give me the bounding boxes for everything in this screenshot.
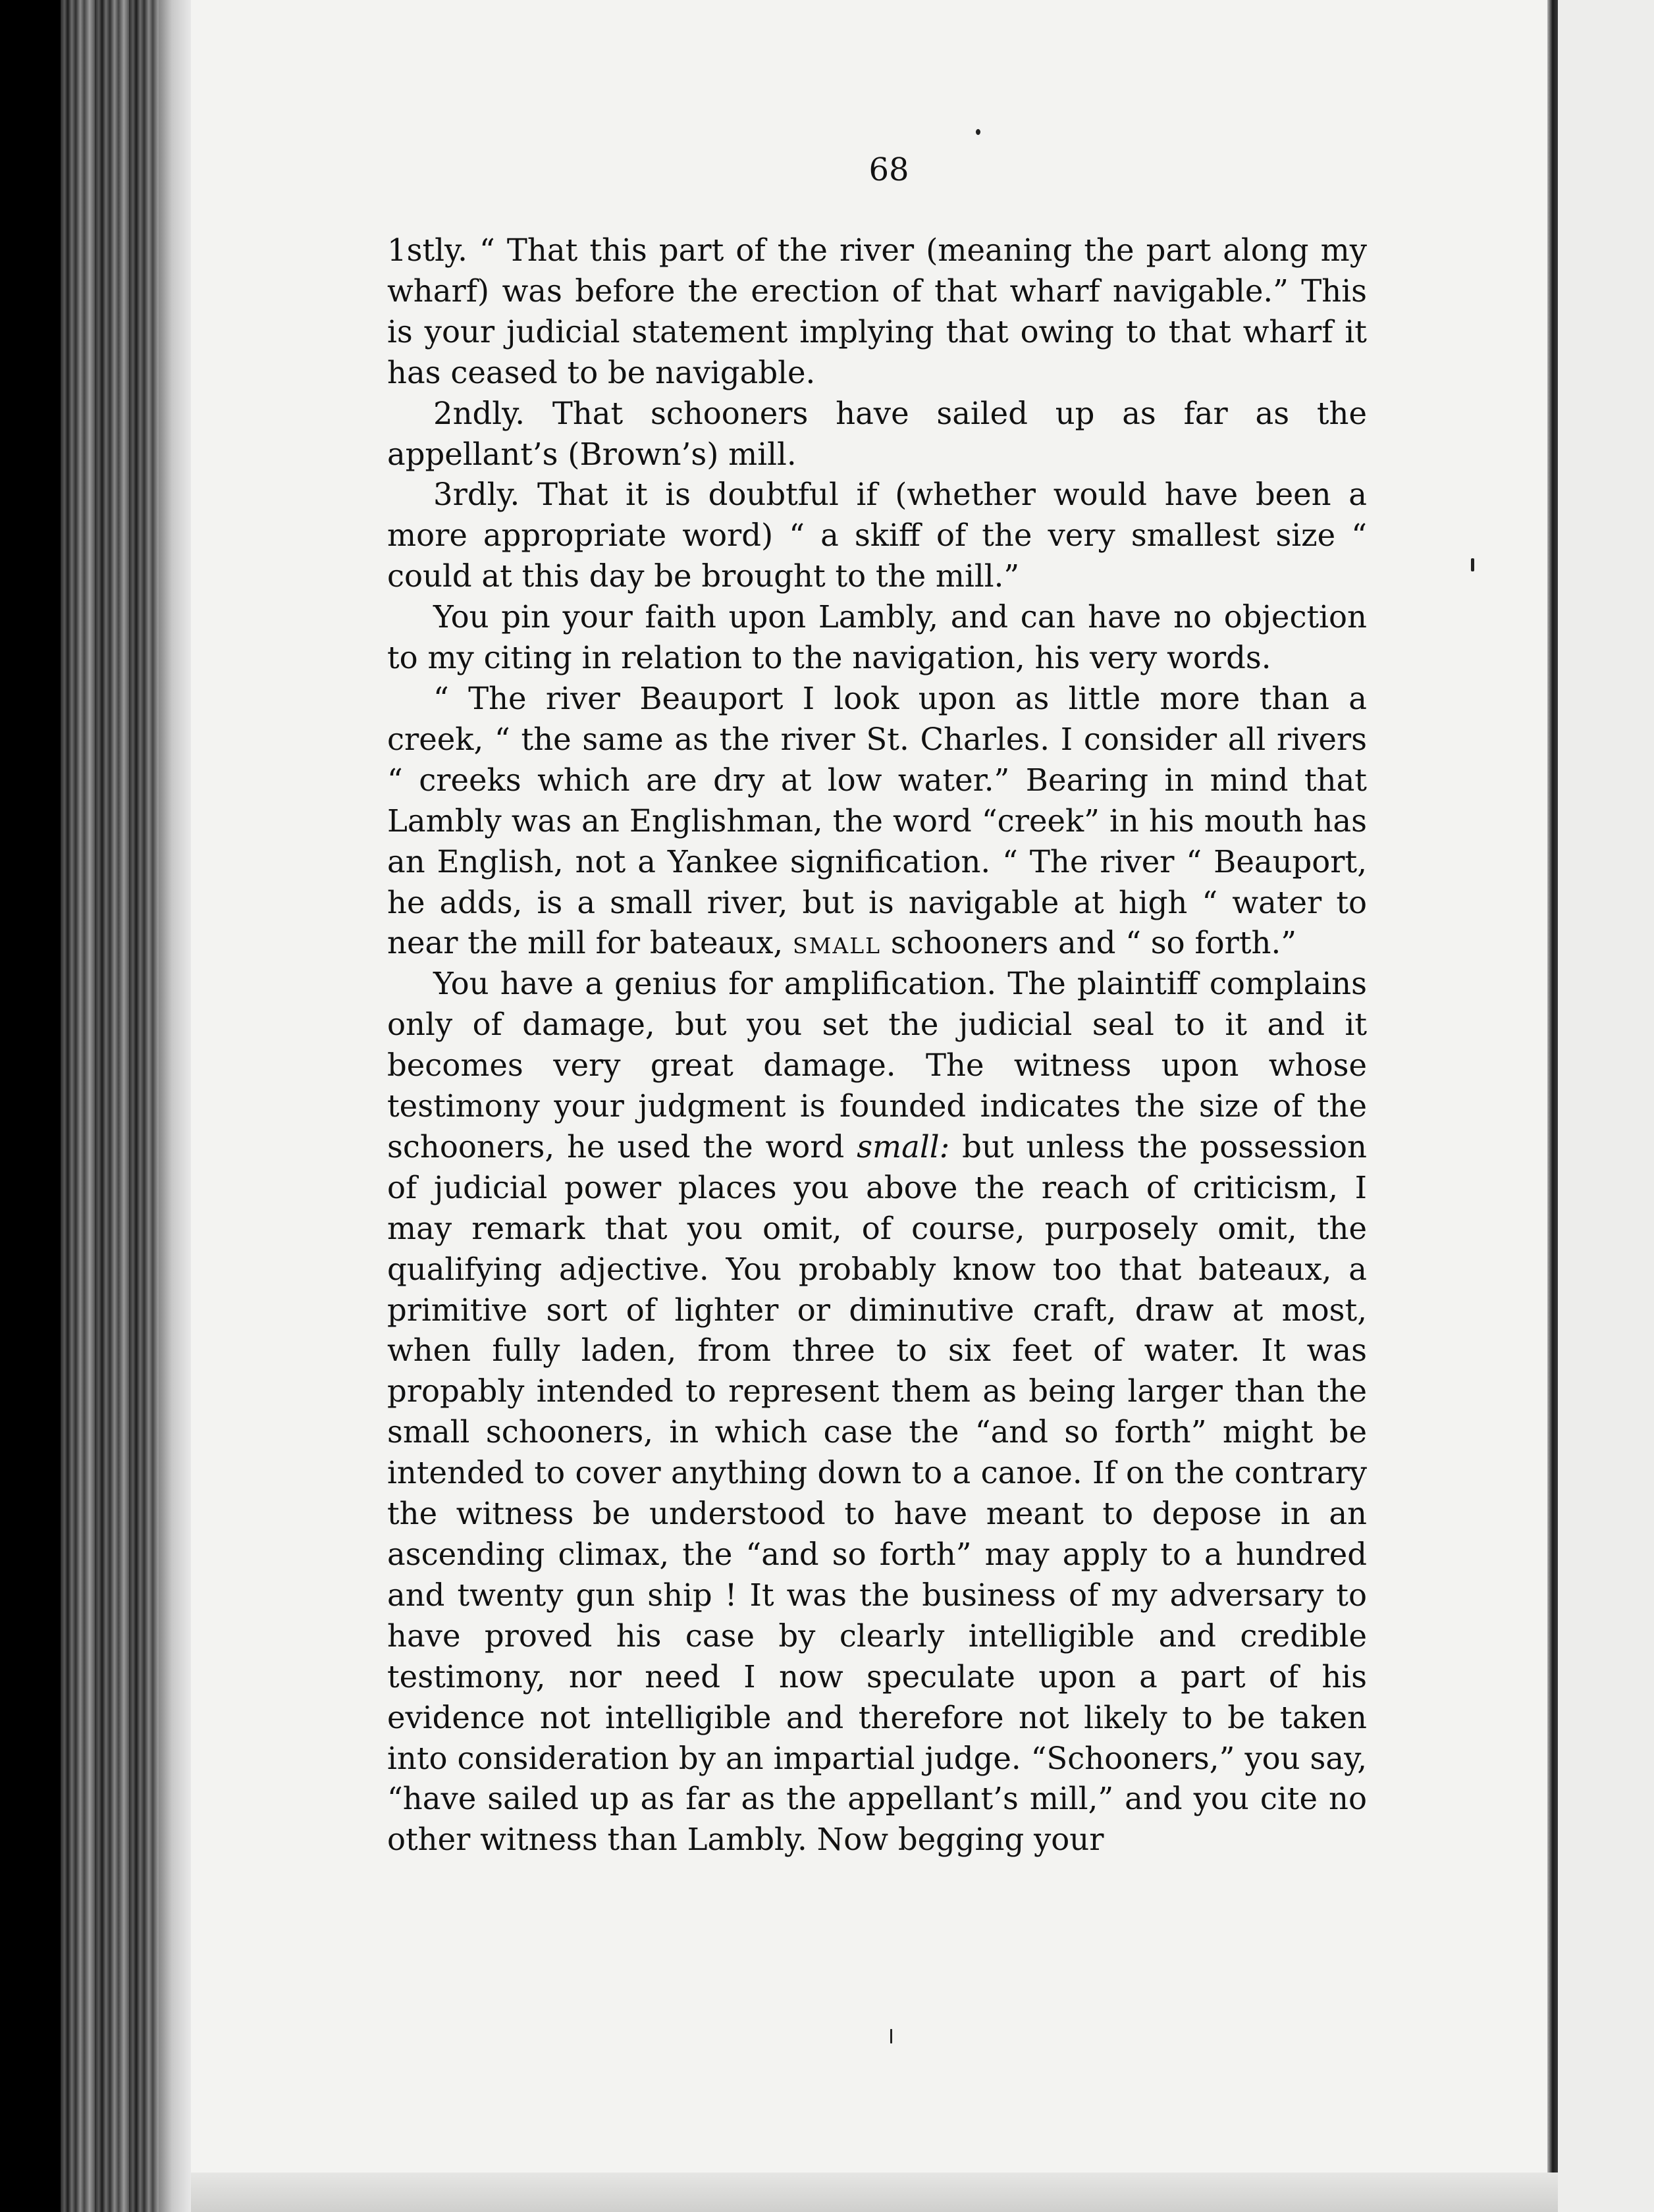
paragraph-3: 3rdly. That it is doubtful if (whether would have been a more appropriate word) “ a skiff of the very smallest size “ could at this day be brought to the mill.”: [387, 477, 1367, 594]
paragraph-1: 1stly. “ That this part of the river (meaning the part along my wharf) was before the erection of that wharf navigable.” This is your judicial statement implying that owing to that wharf it has ceased to be navigable.: [387, 232, 1367, 390]
paragraph-5: [387, 679, 1367, 964]
paragraph-6-italic: small:: [857, 1128, 950, 1165]
paragraph-5-small-caps: small: [793, 925, 882, 961]
bottom-edge: [191, 2172, 1558, 2212]
page-number: 68: [868, 151, 909, 188]
body-text: [387, 230, 1367, 1860]
paragraph-2: 2ndly. That schooners have sailed up as far as the appellant’s (Brown’s) mill.: [387, 395, 1367, 472]
paragraph-4: You pin your faith upon Lambly, and can have no objection to my citing in relation to the navigation, his very words.: [387, 599, 1367, 676]
book-binding: [61, 0, 159, 2212]
paragraph-5-text-b: schooners and “ so forth.”: [881, 925, 1297, 961]
paragraph-6: [387, 964, 1367, 1860]
right-gutter-line: [1547, 0, 1558, 2212]
paragraph-6-text-b: but unless the possession of judicial power places you above the reach of criticism, I may remark that you omit, of course, purposely omit, the qualifying adjective. You probably know too that bateaux, a primitive sort of lighter or diminutive craft, draw at most, when fully laden, from three to six feet of water. It was propably intended to represent them as being larger than the small schooners, in which case the “and so forth” might be intended to cover anything down to a canoe. If on the contrary the witness be understood to have meant to depose in an ascending climax, the “and so forth” may apply to a hundred and twenty gun ship ! It was the business of my adversary to have proved his case by clearly intelligible and credible testimony, nor need I now speculate upon a part of his evidence not intelligible and therefore not likely to be taken into consideration by an impartial judge. “Schooners,” you say, “have sailed up as far as the appellant’s mill,” and you cite no other witness than Lambly. Now begging your: [387, 1128, 1367, 1858]
right-margin: [1558, 0, 1654, 2212]
page-edge-shadow: [159, 0, 191, 2212]
paragraph-6-text-a: You have a genius for amplification. The plaintiff complains only of damage, but you set the judicial seal to it and it becomes very great damage. The witness upon whose testimony your judgment is founded indicates the size of the schooners, he used the word: [387, 966, 1367, 1165]
paragraph-5-text-a: “ The river Beauport I look upon as little more than a creek, “ the same as the river St. Charles. I consider all rivers “ creeks which are dry at low water.” Bearing in mind that Lambly was an Englishman, the word “creek” in his mouth has an English, not a Yankee signification. “ The river “ Beauport, he adds, is a small river, but is navigable at high “ water to near the mill for bateaux,: [387, 680, 1367, 961]
